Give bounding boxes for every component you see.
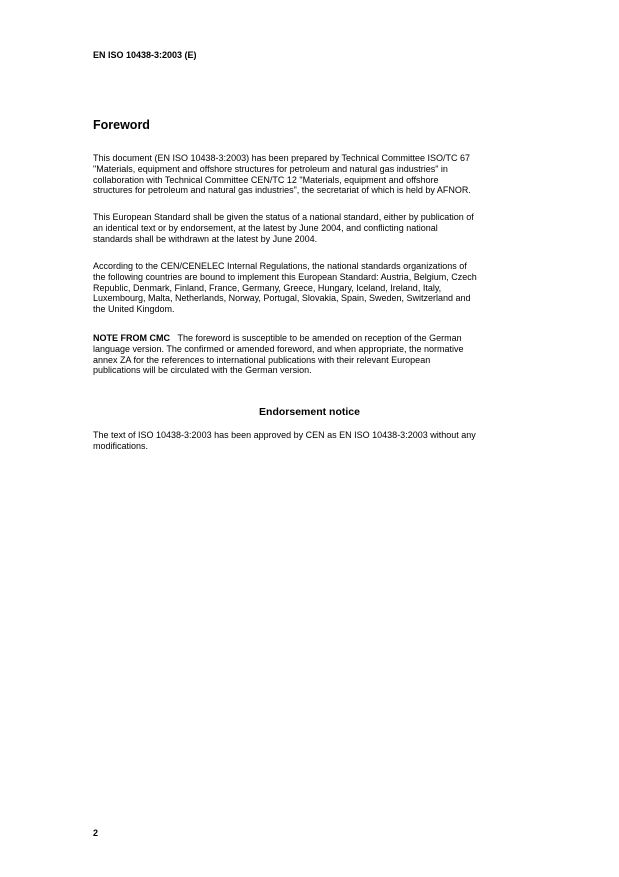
foreword-paragraph-3: [93, 261, 543, 315]
document-header: EN ISO 10438-3:2003 (E): [93, 50, 197, 60]
text-line: According to the CEN/CENELEC Internal Regulations, the national standards organizations of: [93, 261, 467, 271]
text-line: an identical text or by endorsement, at the latest by June 2004, and conflicting national: [93, 222, 438, 233]
note-first-line: [93, 333, 543, 344]
text-line: annex ZA for the references to international publications with their relevant European: [93, 354, 431, 365]
text-line: This European Standard shall be given the status of a national standard, either by publication of: [93, 212, 474, 222]
endorsement-heading: Endorsement notice: [259, 406, 360, 418]
endorsement-paragraph: [93, 430, 543, 452]
text-line: publications will be circulated with the German version.: [93, 365, 312, 376]
page-number: 2: [93, 828, 99, 838]
note-from-cmc: [93, 333, 543, 376]
text-line: structures for petroleum and natural gas industries", the secretariat of which is held by AFNOR.: [93, 185, 471, 196]
text-line: Luxembourg, Malta, Netherlands, Norway, Portugal, Slovakia, Spain, Sweden, Switzerland and: [93, 293, 471, 304]
note-first-line-text: The foreword is susceptible to be amended on reception of the German: [177, 333, 462, 343]
foreword-paragraph-2: [93, 212, 543, 244]
foreword-heading: Foreword: [93, 118, 150, 132]
text-line: standards shall be withdrawn at the latest by June 2004.: [93, 233, 318, 244]
text-line: collaboration with Technical Committee CEN/TC 12 "Materials, equipment and offshore: [93, 174, 439, 185]
text-line: the United Kingdom.: [93, 304, 175, 315]
text-line: "Materials, equipment and offshore structures for petroleum and natural gas industries" in: [93, 163, 448, 174]
note-label: NOTE FROM CMC: [93, 333, 170, 343]
text-line: This document (EN ISO 10438-3:2003) has been prepared by Technical Committee ISO/TC 67: [93, 153, 471, 163]
text-line: the following countries are bound to implement this European Standard: Austria, Belgium, Czech: [93, 271, 477, 282]
foreword-paragraph-1: [93, 153, 543, 196]
text-line: The text of ISO 10438-3:2003 has been approved by CEN as EN ISO 10438-3:2003 without any: [93, 430, 476, 440]
text-line: modifications.: [93, 440, 149, 451]
text-line: Republic, Denmark, Finland, France, Germany, Greece, Hungary, Iceland, Ireland, Italy,: [93, 282, 442, 293]
text-line: language version. The confirmed or amended foreword, and when appropriate, the normative: [93, 343, 464, 354]
